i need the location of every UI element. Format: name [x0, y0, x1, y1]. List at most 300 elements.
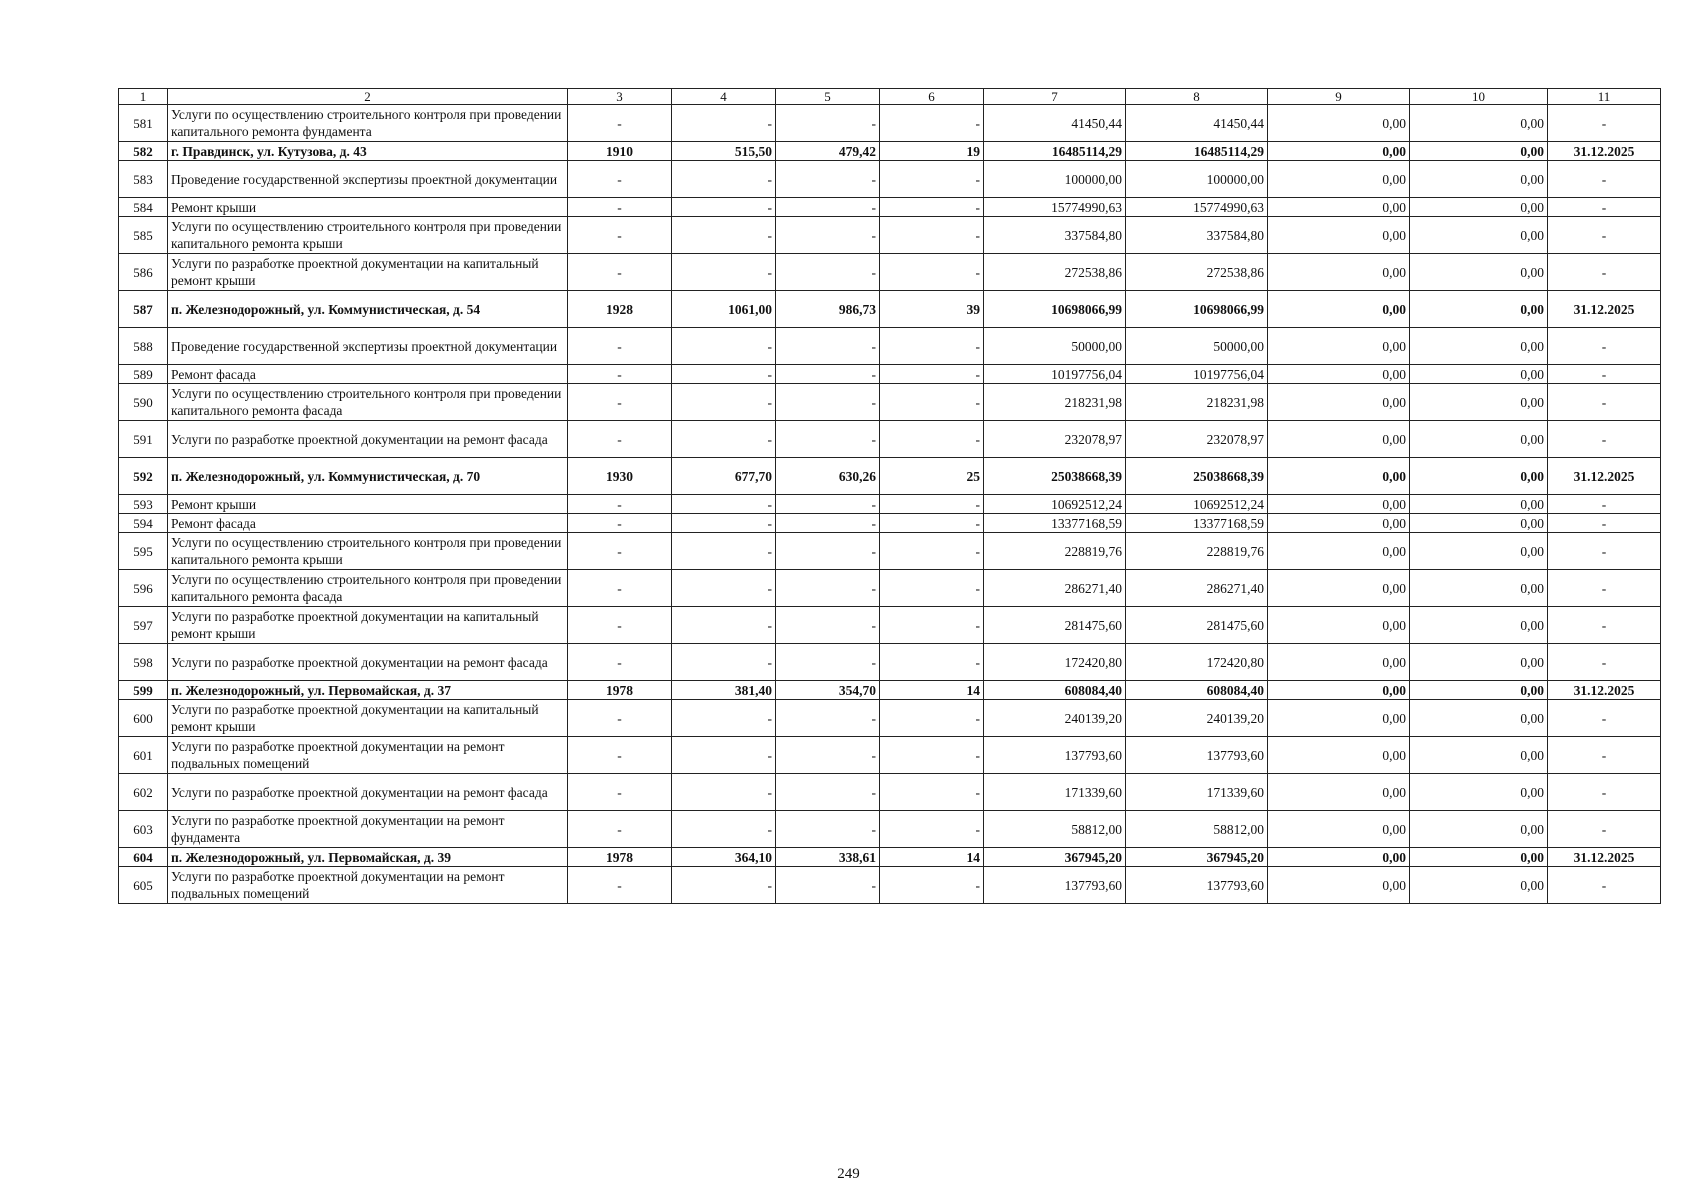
work-name-cell: Услуги по разработке проектной документации на ремонт фасада — [168, 774, 568, 811]
year-cell: 1928 — [568, 291, 672, 328]
row-number-cell: 597 — [119, 607, 168, 644]
deadline-cell: - — [1548, 198, 1661, 217]
deadline-cell: - — [1548, 384, 1661, 421]
cost-fund-cell: 172420,80 — [1126, 644, 1268, 681]
residents-cell: - — [880, 644, 984, 681]
table-row — [119, 328, 1661, 365]
cost-budget-cell: 0,00 — [1268, 365, 1410, 384]
area-total-cell: - — [672, 644, 776, 681]
deadline-cell: - — [1548, 328, 1661, 365]
row-number-cell: 602 — [119, 774, 168, 811]
cost-other-cell: 0,00 — [1410, 533, 1548, 570]
year-cell: - — [568, 384, 672, 421]
cost-total-cell: 10698066,99 — [984, 291, 1126, 328]
year-cell: - — [568, 495, 672, 514]
year-cell: - — [568, 254, 672, 291]
year-cell: - — [568, 607, 672, 644]
area-total-cell: - — [672, 570, 776, 607]
year-cell: - — [568, 644, 672, 681]
table-row — [119, 365, 1661, 384]
year-cell: 1978 — [568, 848, 672, 867]
cost-other-cell: 0,00 — [1410, 291, 1548, 328]
cost-total-cell: 286271,40 — [984, 570, 1126, 607]
cost-other-cell: 0,00 — [1410, 774, 1548, 811]
residents-cell: - — [880, 514, 984, 533]
table-row — [119, 700, 1661, 737]
residents-cell: 14 — [880, 681, 984, 700]
header-cell: 4 — [672, 89, 776, 105]
table-row — [119, 867, 1661, 904]
area-living-cell: - — [776, 161, 880, 198]
cost-other-cell: 0,00 — [1410, 514, 1548, 533]
cost-fund-cell: 10197756,04 — [1126, 365, 1268, 384]
table-row — [119, 681, 1661, 700]
residents-cell: - — [880, 570, 984, 607]
row-number-cell: 588 — [119, 328, 168, 365]
cost-total-cell: 58812,00 — [984, 811, 1126, 848]
residents-cell: - — [880, 607, 984, 644]
cost-total-cell: 10692512,24 — [984, 495, 1126, 514]
work-name-cell: п. Железнодорожный, ул. Первомайская, д. 37 — [168, 681, 568, 700]
header-cell: 7 — [984, 89, 1126, 105]
row-number-cell: 596 — [119, 570, 168, 607]
residents-cell: - — [880, 495, 984, 514]
work-name-cell: Ремонт фасада — [168, 514, 568, 533]
area-total-cell: - — [672, 384, 776, 421]
cost-budget-cell: 0,00 — [1268, 644, 1410, 681]
residents-cell: - — [880, 198, 984, 217]
cost-fund-cell: 10692512,24 — [1126, 495, 1268, 514]
cost-fund-cell: 337584,80 — [1126, 217, 1268, 254]
table-row — [119, 514, 1661, 533]
cost-budget-cell: 0,00 — [1268, 105, 1410, 142]
cost-total-cell: 25038668,39 — [984, 458, 1126, 495]
area-living-cell: - — [776, 328, 880, 365]
area-total-cell: - — [672, 495, 776, 514]
cost-total-cell: 100000,00 — [984, 161, 1126, 198]
cost-fund-cell: 58812,00 — [1126, 811, 1268, 848]
cost-other-cell: 0,00 — [1410, 384, 1548, 421]
cost-budget-cell: 0,00 — [1268, 458, 1410, 495]
cost-other-cell: 0,00 — [1410, 700, 1548, 737]
cost-other-cell: 0,00 — [1410, 328, 1548, 365]
work-name-cell: п. Железнодорожный, ул. Первомайская, д. 39 — [168, 848, 568, 867]
area-total-cell: 515,50 — [672, 142, 776, 161]
table-row — [119, 533, 1661, 570]
area-living-cell: 630,26 — [776, 458, 880, 495]
residents-cell: - — [880, 161, 984, 198]
area-living-cell: - — [776, 495, 880, 514]
cost-total-cell: 240139,20 — [984, 700, 1126, 737]
cost-total-cell: 13377168,59 — [984, 514, 1126, 533]
residents-cell: - — [880, 867, 984, 904]
deadline-cell: - — [1548, 514, 1661, 533]
area-living-cell: - — [776, 421, 880, 458]
cost-total-cell: 367945,20 — [984, 848, 1126, 867]
cost-fund-cell: 137793,60 — [1126, 867, 1268, 904]
header-cell: 2 — [168, 89, 568, 105]
work-name-cell: Услуги по осуществлению строительного контроля при проведении капитального ремонта крыши — [168, 533, 568, 570]
cost-fund-cell: 13377168,59 — [1126, 514, 1268, 533]
cost-total-cell: 272538,86 — [984, 254, 1126, 291]
area-living-cell: - — [776, 384, 880, 421]
cost-budget-cell: 0,00 — [1268, 533, 1410, 570]
deadline-cell: - — [1548, 811, 1661, 848]
area-total-cell: - — [672, 161, 776, 198]
area-living-cell: - — [776, 737, 880, 774]
year-cell: - — [568, 811, 672, 848]
cost-fund-cell: 137793,60 — [1126, 737, 1268, 774]
area-total-cell: - — [672, 105, 776, 142]
cost-other-cell: 0,00 — [1410, 681, 1548, 700]
year-cell: - — [568, 198, 672, 217]
cost-other-cell: 0,00 — [1410, 867, 1548, 904]
area-living-cell: - — [776, 774, 880, 811]
table-row — [119, 105, 1661, 142]
residents-cell: 14 — [880, 848, 984, 867]
area-total-cell: 1061,00 — [672, 291, 776, 328]
table-row — [119, 142, 1661, 161]
residents-cell: - — [880, 217, 984, 254]
residents-cell: 25 — [880, 458, 984, 495]
cost-budget-cell: 0,00 — [1268, 217, 1410, 254]
table-row — [119, 811, 1661, 848]
cost-budget-cell: 0,00 — [1268, 495, 1410, 514]
deadline-cell: - — [1548, 495, 1661, 514]
row-number-cell: 589 — [119, 365, 168, 384]
table-row — [119, 607, 1661, 644]
area-total-cell: - — [672, 811, 776, 848]
table-body — [119, 105, 1661, 904]
cost-fund-cell: 272538,86 — [1126, 254, 1268, 291]
cost-budget-cell: 0,00 — [1268, 811, 1410, 848]
cost-fund-cell: 286271,40 — [1126, 570, 1268, 607]
row-number-cell: 598 — [119, 644, 168, 681]
table-row — [119, 198, 1661, 217]
cost-other-cell: 0,00 — [1410, 607, 1548, 644]
cost-total-cell: 10197756,04 — [984, 365, 1126, 384]
year-cell: - — [568, 328, 672, 365]
work-name-cell: Проведение государственной экспертизы проектной документации — [168, 161, 568, 198]
table-row — [119, 291, 1661, 328]
cost-budget-cell: 0,00 — [1268, 291, 1410, 328]
column-number-row — [119, 89, 1661, 105]
residents-cell: 19 — [880, 142, 984, 161]
cost-other-cell: 0,00 — [1410, 458, 1548, 495]
deadline-cell: 31.12.2025 — [1548, 848, 1661, 867]
year-cell: - — [568, 570, 672, 607]
page-number: 249 — [837, 1166, 860, 1182]
cost-budget-cell: 0,00 — [1268, 867, 1410, 904]
cost-budget-cell: 0,00 — [1268, 514, 1410, 533]
area-total-cell: - — [672, 328, 776, 365]
header-cell: 1 — [119, 89, 168, 105]
deadline-cell: - — [1548, 217, 1661, 254]
area-total-cell: - — [672, 254, 776, 291]
cost-other-cell: 0,00 — [1410, 570, 1548, 607]
cost-other-cell: 0,00 — [1410, 365, 1548, 384]
cost-total-cell: 16485114,29 — [984, 142, 1126, 161]
year-cell: - — [568, 774, 672, 811]
row-number-cell: 594 — [119, 514, 168, 533]
table-row — [119, 644, 1661, 681]
area-total-cell: - — [672, 867, 776, 904]
cost-fund-cell: 10698066,99 — [1126, 291, 1268, 328]
cost-other-cell: 0,00 — [1410, 105, 1548, 142]
area-living-cell: - — [776, 607, 880, 644]
deadline-cell: 31.12.2025 — [1548, 291, 1661, 328]
row-number-cell: 591 — [119, 421, 168, 458]
cost-total-cell: 171339,60 — [984, 774, 1126, 811]
cost-fund-cell: 240139,20 — [1126, 700, 1268, 737]
area-living-cell: - — [776, 644, 880, 681]
row-number-cell: 600 — [119, 700, 168, 737]
deadline-cell: - — [1548, 254, 1661, 291]
area-living-cell: - — [776, 198, 880, 217]
row-number-cell: 595 — [119, 533, 168, 570]
row-number-cell: 585 — [119, 217, 168, 254]
area-total-cell: 381,40 — [672, 681, 776, 700]
area-living-cell: - — [776, 867, 880, 904]
area-living-cell: - — [776, 514, 880, 533]
cost-fund-cell: 367945,20 — [1126, 848, 1268, 867]
year-cell: 1978 — [568, 681, 672, 700]
cost-total-cell: 608084,40 — [984, 681, 1126, 700]
cost-other-cell: 0,00 — [1410, 495, 1548, 514]
area-total-cell: - — [672, 700, 776, 737]
cost-total-cell: 50000,00 — [984, 328, 1126, 365]
table-row — [119, 570, 1661, 607]
area-total-cell: - — [672, 533, 776, 570]
cost-total-cell: 15774990,63 — [984, 198, 1126, 217]
area-total-cell: - — [672, 737, 776, 774]
cost-budget-cell: 0,00 — [1268, 737, 1410, 774]
year-cell: 1910 — [568, 142, 672, 161]
cost-total-cell: 41450,44 — [984, 105, 1126, 142]
table-row — [119, 161, 1661, 198]
year-cell: 1930 — [568, 458, 672, 495]
cost-other-cell: 0,00 — [1410, 811, 1548, 848]
residents-cell: - — [880, 421, 984, 458]
cost-other-cell: 0,00 — [1410, 161, 1548, 198]
cost-budget-cell: 0,00 — [1268, 384, 1410, 421]
year-cell: - — [568, 533, 672, 570]
cost-budget-cell: 0,00 — [1268, 328, 1410, 365]
cost-total-cell: 337584,80 — [984, 217, 1126, 254]
residents-cell: - — [880, 811, 984, 848]
work-name-cell: Ремонт крыши — [168, 495, 568, 514]
row-number-cell: 604 — [119, 848, 168, 867]
residents-cell: - — [880, 700, 984, 737]
cost-other-cell: 0,00 — [1410, 217, 1548, 254]
work-name-cell: п. Железнодорожный, ул. Коммунистическая, д. 70 — [168, 458, 568, 495]
cost-other-cell: 0,00 — [1410, 254, 1548, 291]
cost-total-cell: 137793,60 — [984, 867, 1126, 904]
year-cell: - — [568, 514, 672, 533]
table-row — [119, 384, 1661, 421]
cost-total-cell: 232078,97 — [984, 421, 1126, 458]
work-name-cell: Услуги по разработке проектной документации на капитальный ремонт крыши — [168, 607, 568, 644]
deadline-cell: - — [1548, 867, 1661, 904]
area-living-cell: - — [776, 811, 880, 848]
area-total-cell: - — [672, 198, 776, 217]
area-living-cell: - — [776, 254, 880, 291]
year-cell: - — [568, 421, 672, 458]
work-name-cell: Услуги по разработке проектной документации на ремонт подвальных помещений — [168, 737, 568, 774]
deadline-cell: - — [1548, 570, 1661, 607]
year-cell: - — [568, 365, 672, 384]
row-number-cell: 581 — [119, 105, 168, 142]
table-row — [119, 421, 1661, 458]
cost-fund-cell: 16485114,29 — [1126, 142, 1268, 161]
cost-fund-cell: 41450,44 — [1126, 105, 1268, 142]
cost-budget-cell: 0,00 — [1268, 681, 1410, 700]
cost-fund-cell: 281475,60 — [1126, 607, 1268, 644]
cost-total-cell: 218231,98 — [984, 384, 1126, 421]
deadline-cell: - — [1548, 700, 1661, 737]
cost-budget-cell: 0,00 — [1268, 570, 1410, 607]
table-row — [119, 458, 1661, 495]
header-cell: 8 — [1126, 89, 1268, 105]
work-name-cell: Ремонт крыши — [168, 198, 568, 217]
cost-budget-cell: 0,00 — [1268, 161, 1410, 198]
area-living-cell: 354,70 — [776, 681, 880, 700]
cost-fund-cell: 50000,00 — [1126, 328, 1268, 365]
area-total-cell: 677,70 — [672, 458, 776, 495]
header-cell: 3 — [568, 89, 672, 105]
row-number-cell: 601 — [119, 737, 168, 774]
year-cell: - — [568, 867, 672, 904]
deadline-cell: - — [1548, 421, 1661, 458]
residents-cell: - — [880, 254, 984, 291]
row-number-cell: 590 — [119, 384, 168, 421]
cost-total-cell: 137793,60 — [984, 737, 1126, 774]
cost-other-cell: 0,00 — [1410, 644, 1548, 681]
row-number-cell: 603 — [119, 811, 168, 848]
area-living-cell: 338,61 — [776, 848, 880, 867]
table-row — [119, 495, 1661, 514]
work-name-cell: Услуги по разработке проектной документации на капитальный ремонт крыши — [168, 254, 568, 291]
year-cell: - — [568, 217, 672, 254]
capital-repair-table — [118, 88, 1661, 904]
cost-budget-cell: 0,00 — [1268, 848, 1410, 867]
deadline-cell: - — [1548, 644, 1661, 681]
cost-fund-cell: 171339,60 — [1126, 774, 1268, 811]
cost-fund-cell: 15774990,63 — [1126, 198, 1268, 217]
deadline-cell: - — [1548, 365, 1661, 384]
row-number-cell: 605 — [119, 867, 168, 904]
cost-total-cell: 172420,80 — [984, 644, 1126, 681]
area-total-cell: - — [672, 421, 776, 458]
header-cell: 9 — [1268, 89, 1410, 105]
residents-cell: - — [880, 774, 984, 811]
deadline-cell: 31.12.2025 — [1548, 142, 1661, 161]
table-row — [119, 774, 1661, 811]
year-cell: - — [568, 700, 672, 737]
deadline-cell: - — [1548, 607, 1661, 644]
year-cell: - — [568, 737, 672, 774]
work-name-cell: Проведение государственной экспертизы проектной документации — [168, 328, 568, 365]
cost-total-cell: 281475,60 — [984, 607, 1126, 644]
deadline-cell: - — [1548, 737, 1661, 774]
header-cell: 6 — [880, 89, 984, 105]
cost-fund-cell: 218231,98 — [1126, 384, 1268, 421]
cost-fund-cell: 608084,40 — [1126, 681, 1268, 700]
header-cell: 5 — [776, 89, 880, 105]
cost-budget-cell: 0,00 — [1268, 142, 1410, 161]
row-number-cell: 592 — [119, 458, 168, 495]
cost-fund-cell: 228819,76 — [1126, 533, 1268, 570]
work-name-cell: г. Правдинск, ул. Кутузова, д. 43 — [168, 142, 568, 161]
work-name-cell: Услуги по осуществлению строительного контроля при проведении капитального ремонта фасада — [168, 384, 568, 421]
cost-budget-cell: 0,00 — [1268, 774, 1410, 811]
area-total-cell: - — [672, 607, 776, 644]
cost-budget-cell: 0,00 — [1268, 254, 1410, 291]
work-name-cell: Услуги по осуществлению строительного контроля при проведении капитального ремонта фасада — [168, 570, 568, 607]
cost-other-cell: 0,00 — [1410, 142, 1548, 161]
area-living-cell: 986,73 — [776, 291, 880, 328]
year-cell: - — [568, 161, 672, 198]
row-number-cell: 586 — [119, 254, 168, 291]
row-number-cell: 587 — [119, 291, 168, 328]
work-name-cell: Услуги по осуществлению строительного контроля при проведении капитального ремонта фундамента — [168, 105, 568, 142]
cost-other-cell: 0,00 — [1410, 848, 1548, 867]
table-row — [119, 254, 1661, 291]
header-cell: 11 — [1548, 89, 1661, 105]
area-living-cell: - — [776, 570, 880, 607]
residents-cell: - — [880, 737, 984, 774]
area-living-cell: - — [776, 105, 880, 142]
area-living-cell: - — [776, 700, 880, 737]
area-living-cell: - — [776, 533, 880, 570]
deadline-cell: - — [1548, 774, 1661, 811]
cost-other-cell: 0,00 — [1410, 198, 1548, 217]
cost-fund-cell: 100000,00 — [1126, 161, 1268, 198]
header-cell: 10 — [1410, 89, 1548, 105]
work-name-cell: Услуги по разработке проектной документации на ремонт фундамента — [168, 811, 568, 848]
residents-cell: - — [880, 533, 984, 570]
row-number-cell: 584 — [119, 198, 168, 217]
work-name-cell: Услуги по разработке проектной документации на ремонт подвальных помещений — [168, 867, 568, 904]
table-row — [119, 737, 1661, 774]
work-name-cell: Услуги по разработке проектной документации на ремонт фасада — [168, 644, 568, 681]
residents-cell: 39 — [880, 291, 984, 328]
work-name-cell: Услуги по разработке проектной документации на капитальный ремонт крыши — [168, 700, 568, 737]
area-total-cell: 364,10 — [672, 848, 776, 867]
area-living-cell: - — [776, 365, 880, 384]
area-living-cell: 479,42 — [776, 142, 880, 161]
row-number-cell: 599 — [119, 681, 168, 700]
work-name-cell: п. Железнодорожный, ул. Коммунистическая, д. 54 — [168, 291, 568, 328]
deadline-cell: - — [1548, 161, 1661, 198]
work-name-cell: Услуги по разработке проектной документации на ремонт фасада — [168, 421, 568, 458]
row-number-cell: 582 — [119, 142, 168, 161]
table-row — [119, 217, 1661, 254]
residents-cell: - — [880, 105, 984, 142]
cost-other-cell: 0,00 — [1410, 737, 1548, 774]
cost-fund-cell: 232078,97 — [1126, 421, 1268, 458]
residents-cell: - — [880, 384, 984, 421]
residents-cell: - — [880, 365, 984, 384]
year-cell: - — [568, 105, 672, 142]
cost-budget-cell: 0,00 — [1268, 421, 1410, 458]
cost-budget-cell: 0,00 — [1268, 198, 1410, 217]
area-living-cell: - — [776, 217, 880, 254]
cost-other-cell: 0,00 — [1410, 421, 1548, 458]
area-total-cell: - — [672, 774, 776, 811]
work-name-cell: Услуги по осуществлению строительного контроля при проведении капитального ремонта крыши — [168, 217, 568, 254]
deadline-cell: 31.12.2025 — [1548, 458, 1661, 495]
